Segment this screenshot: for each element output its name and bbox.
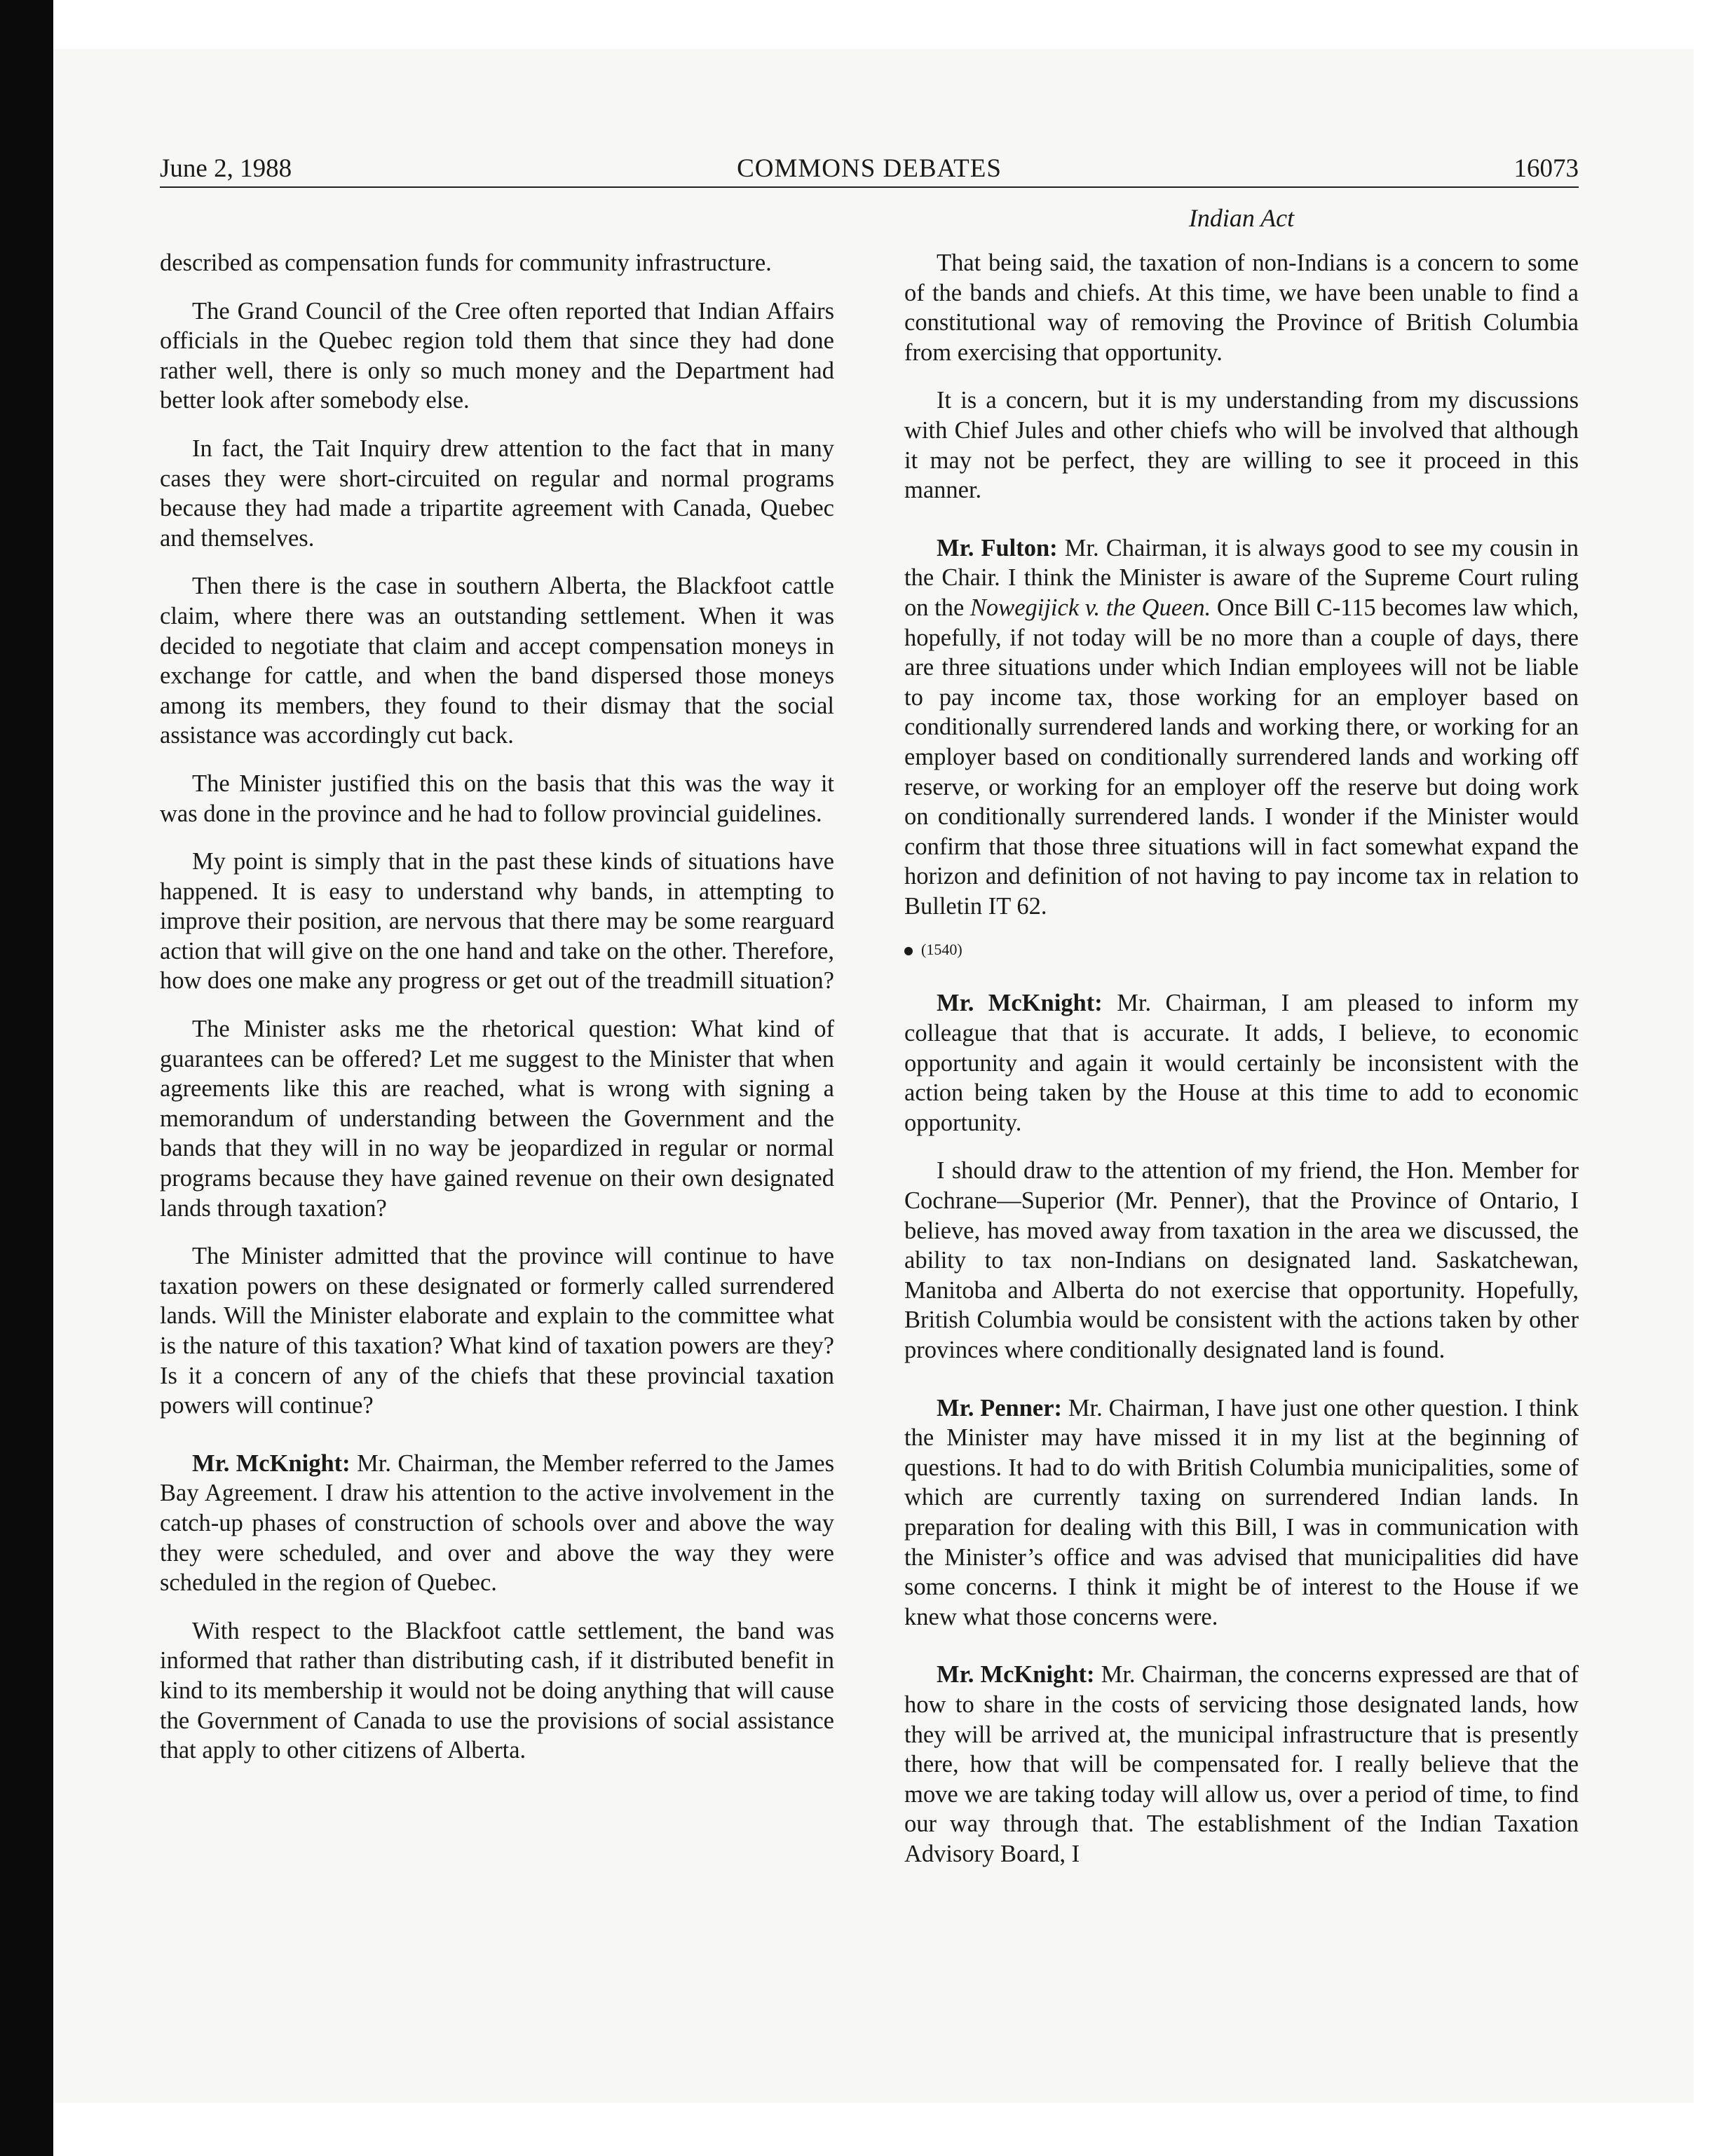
paragraph: The Minister admitted that the province will continue to have taxation powers on these designated or formerly called surrendered lands. Will the Minister elaborate and explain to the committee what is the nature of this taxation? What kind of taxation powers are they? Is it a concern of any of the chiefs that these provincial taxation powers will continue? (160, 1243, 834, 1419)
speech-text: Once Bill C-115 becomes law which, hopefully, if not today will be no more than a couple of days, there are three situations under which Indian employees will not be liable to pay income tax, those working for an employer based on conditionally surrendered lands and working there, or working for an employer based on conditionally surrendered lands and working off reserve, or working for an employer off the reserve but doing work on conditionally surrendered lands. I wonder if the Minister would confirm that those three situations will in fact somewhat expand the horizon and definition of not having to pay income tax in relation to Bulletin IT 62. (904, 594, 1579, 920)
speaker-name: Mr. Fulton: (937, 534, 1058, 561)
paragraph: The Grand Council of the Cree often reported that Indian Affairs officials in the Quebec region told them that since they had done rather well, there is only so much money and the Department had better look after somebody else. (160, 297, 834, 414)
speech-text: Mr. Chairman, I have just one other question. I think the Minister may have missed it in my list at the beginning of questions. It had to do with British Columbia municipalities, some of which are currently taxing on surrendered Indian lands. In preparation for dealing with this Bill, I was in communication with the Minister’s office and was advised that municipalities did have some concerns. I think it might be of interest to the House if we knew what those concerns were. (904, 1394, 1579, 1630)
scan-edge-bar (0, 0, 53, 2156)
header-date: June 2, 1988 (160, 154, 292, 183)
paragraph: It is a concern, but it is my understanding from my discussions with Chief Jules and other chiefs who will be involved that although it may not be perfect, they are willing to see it proceed in this manner. (904, 387, 1579, 504)
speech-paragraph (160, 1449, 834, 1598)
speech-paragraph (904, 1660, 1579, 1869)
speaker-name: Mr. McKnight: (192, 1449, 351, 1477)
right-column (904, 248, 1579, 1888)
paragraph: Then there is the case in southern Alberta, the Blackfoot cattle claim, where there was an outstanding settlement. When it was decided to negotiate that claim and accept compensation moneys in exchange for cattle, and when the band dispersed those moneys among its members, they found to their dismay that the social assistance was accordingly cut back. (160, 573, 834, 749)
header-page-number: 16073 (1513, 154, 1579, 183)
left-column (160, 248, 834, 1784)
header-publication-title: COMMONS DEBATES (737, 154, 1002, 183)
speech-text: Mr. Chairman, I am pleased to inform my colleague that that is accurate. It adds, I believe, to economic opportunity and again it would certainly be inconsistent with the action being taken by the House at this time to add to economic opportunity. (904, 990, 1579, 1136)
paragraph: The Minister justified this on the basis that this was the way it was done in the province and he had to follow provincial guidelines. (160, 770, 834, 827)
speech-paragraph (904, 533, 1579, 922)
paragraph: I should draw to the attention of my friend, the Hon. Member for Cochrane—Superior (Mr. Penner), that the Province of Ontario, I believe, has moved away from taxation in the area we discussed, the ability to tax non-Indians on designated land. Saskatchewan, Manitoba and Alberta do not exercise that opportunity. Hopefully, British Columbia would be consistent with the actions taken by other provinces where conditionally designated land is found. (904, 1157, 1579, 1363)
paragraph: In fact, the Tait Inquiry drew attention to the fact that in many cases they were short-circuited on regular and normal programs because they had made a tripartite agreement with Canada, Quebec and themselves. (160, 435, 834, 552)
header-rule (160, 186, 1579, 188)
speech-paragraph (904, 1393, 1579, 1632)
paragraph: The Minister asks me the rhetorical question: What kind of guarantees can be offered? Let me suggest to the Minister that when agreements like this are reached, what is wrong with signing a memorandum of understanding between the Government and the bands that they will in no way be jeopardized in regular or normal programs because they have gained revenue on their own designated lands through taxation? (160, 1016, 834, 1222)
speech-text: Mr. Chairman, the concerns expressed are that of how to share in the costs of servicing those designated lands, how they will be arrived at, the municipal infrastructure that is presently there, how that will be compensated for. I really believe that the move we are taking today will allow us, over a period of time, to find our way through that. The establishment of the Indian Taxation Advisory Board, I (904, 1661, 1579, 1867)
speaker-name: Mr. McKnight: (937, 1661, 1095, 1688)
paragraph: My point is simply that in the past these kinds of situations have happened. It is easy to understand why bands, in attempting to improve their position, are nervous that there may be some rearguard action that will give on the one hand and take on the other. Therefore, how does one make any progress or get out of the treadmill situation? (160, 848, 834, 995)
time-marker (904, 939, 1579, 960)
paragraph: described as compensation funds for community infrastructure. (160, 250, 772, 276)
speech-paragraph (904, 988, 1579, 1138)
running-head: Indian Act (1188, 204, 1295, 232)
bullet-icon (904, 947, 913, 955)
speech-text: Mr. Chairman, it is always good to see my cousin in the Chair. I think the Minister is aware of the Supreme Court ruling on the (904, 534, 1579, 621)
speaker-name: Mr. Penner: (937, 1394, 1063, 1421)
page-header (160, 151, 1579, 186)
time-stamp: (1540) (921, 941, 962, 959)
paragraph: With respect to the Blackfoot cattle settlement, the band was informed that rather than distributing cash, if it distributed benefit in kind to its membership it would not be doing anything that will cause the Government of Canada to use the provisions of social assistance that apply to other citizens of Alberta. (160, 1617, 834, 1764)
speech-text: Mr. Chairman, the Member referred to the James Bay Agreement. I draw his attention to the active involvement in the catch-up phases of construction of schools over and above the way they were scheduled, and over and above the way they were scheduled in the region of Quebec. (160, 1449, 834, 1597)
paragraph: That being said, the taxation of non-Indians is a concern to some of the bands and chiefs. At this time, we have been unable to find a constitutional way of removing the Province of British Columbia from exercising that opportunity. (904, 250, 1579, 366)
case-citation: Nowegijick v. the Queen. (969, 594, 1211, 621)
speaker-name: Mr. McKnight: (937, 990, 1103, 1017)
